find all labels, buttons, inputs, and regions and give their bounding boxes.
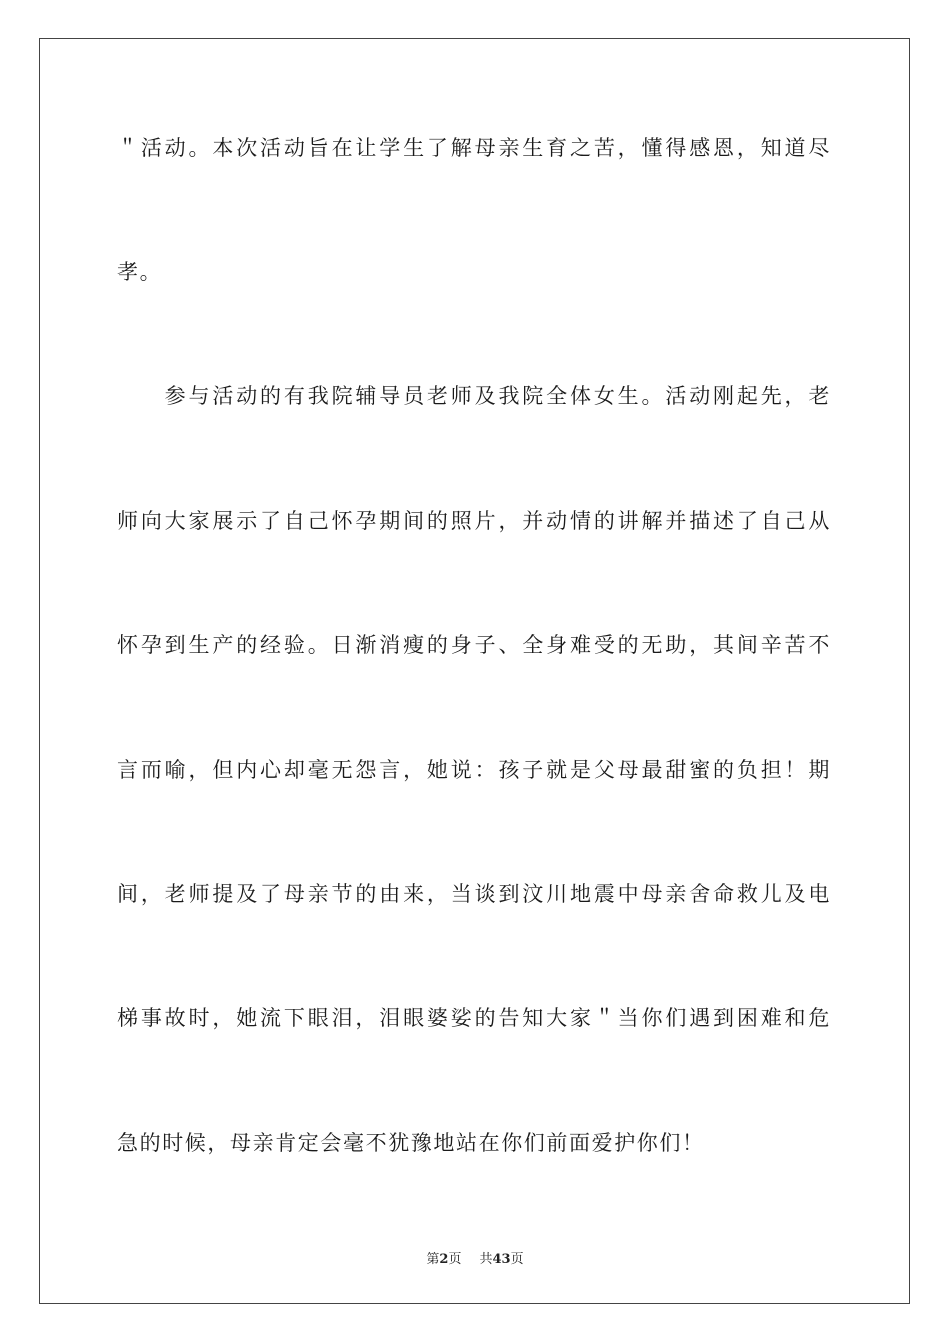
total-pages: 43: [492, 1252, 511, 1267]
body-line-8: 梯事故时，她流下眼泪，泪眼婆娑的告知大家＂当你们遇到困难和危: [117, 1006, 831, 1030]
body-line-6: 言而喻，但内心却毫无怨言，她说：孩子就是父母最甜蜜的负担！期: [117, 758, 831, 782]
body-line-7: 间，老师提及了母亲节的由来，当谈到汶川地震中母亲舍命救儿及电: [117, 882, 831, 906]
body-line-4: 师向大家展示了自己怀孕期间的照片，并动情的讲解并描述了自己从: [117, 509, 831, 533]
page-label-prefix: 第: [426, 1252, 440, 1267]
page-label-suffix: 页: [448, 1252, 462, 1267]
page-border: [39, 38, 910, 1304]
page-footer: [0, 1248, 950, 1267]
total-label-prefix: 共: [479, 1252, 493, 1267]
body-line-9: 急的时候，母亲肯定会毫不犹豫地站在你们前面爱护你们！: [117, 1131, 705, 1155]
body-line-1: ＂活动。本次活动旨在让学生了解母亲生育之苦，懂得感恩，知道尽: [117, 136, 831, 160]
body-line-3: 参与活动的有我院辅导员老师及我院全体女生。活动刚起先，老: [117, 384, 831, 408]
total-label-suffix: 页: [510, 1252, 524, 1267]
body-line-5: 怀孕到生产的经验。日渐消瘦的身子、全身难受的无助，其间辛苦不: [117, 633, 831, 657]
page-number: 2: [439, 1252, 449, 1267]
body-line-2: 孝。: [117, 260, 163, 284]
